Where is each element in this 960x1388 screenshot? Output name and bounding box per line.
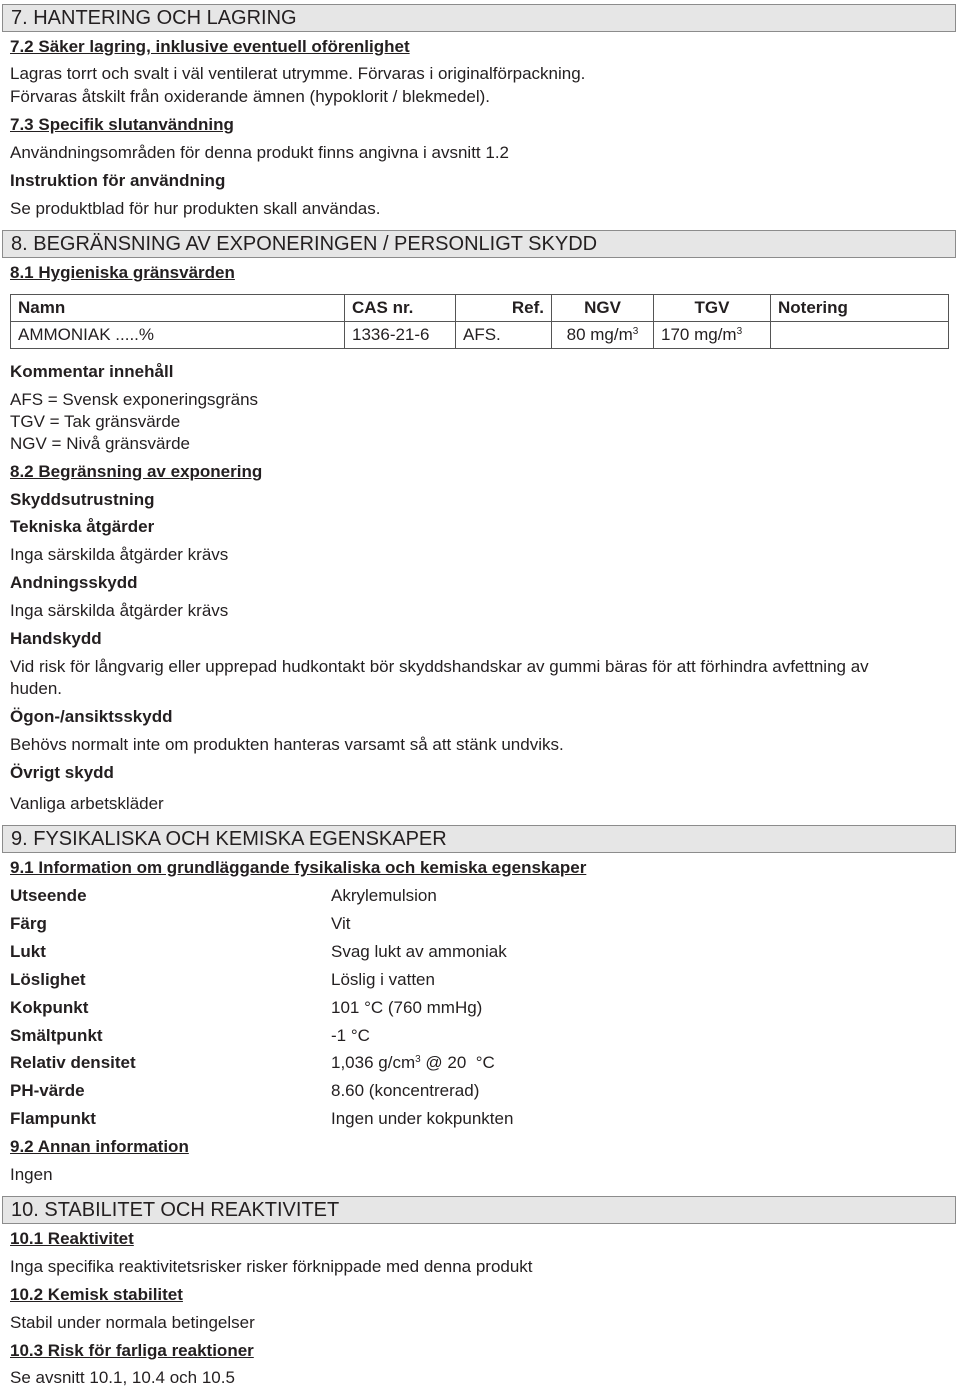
subsection-9-2-heading: 9.2 Annan information: [10, 1137, 189, 1156]
chemical-stability-text: Stabil under normala betingelser: [10, 1313, 255, 1332]
cell-ref: AFS.: [456, 322, 552, 349]
other-information-text: Ingen: [10, 1165, 53, 1184]
subsection-8-2-heading: 8.2 Begränsning av exponering: [10, 462, 263, 481]
col-header-namn: Namn: [11, 295, 345, 322]
density-value-sup: 3: [415, 1054, 421, 1065]
prop-value-relative-density: [331, 1053, 495, 1073]
respiratory-protection-label: Andningsskydd: [10, 573, 138, 592]
density-value-b: @ 20 °C: [420, 1053, 495, 1072]
technical-measures-label: Tekniska åtgärder: [10, 517, 155, 536]
hand-protection-text-line-2: huden.: [10, 679, 62, 698]
storage-text-line-2: Förvaras åtskilt från oxiderande ämnen (hypoklorit / blekmedel).: [10, 87, 490, 106]
technical-measures-text: Inga särskilda åtgärder krävs: [10, 545, 229, 564]
table-row: [11, 322, 949, 349]
hand-protection-label: Handskydd: [10, 629, 102, 648]
cell-namn: AMMONIAK .....%: [11, 322, 345, 349]
other-protection-text: Vanliga arbetskläder: [10, 794, 164, 813]
col-header-notering: Notering: [771, 295, 949, 322]
prop-value-boiling-point: 101 °C (760 mmHg): [331, 998, 483, 1017]
subsection-10-3-heading: 10.3 Risk för farliga reaktioner: [10, 1341, 254, 1360]
cell-ngv-value: 80 mg/m: [566, 325, 633, 344]
subsection-10-2-heading: 10.2 Kemisk stabilitet: [10, 1285, 183, 1304]
hygiene-limits-table: [10, 294, 949, 349]
prop-label-ph: PH-värde: [10, 1081, 85, 1100]
section-10-heading: 10. STABILITET OCH REAKTIVITET: [2, 1196, 956, 1224]
comment-label: Kommentar innehåll: [10, 362, 174, 381]
comment-line-ngv: NGV = Nivå gränsvärde: [10, 434, 190, 453]
prop-value-solubility: Löslig i vatten: [331, 970, 435, 989]
prop-label-odor: Lukt: [10, 942, 46, 961]
storage-text-line-1: Lagras torrt och svalt i väl ventilerat utrymme. Förvaras i originalförpackning.: [10, 64, 586, 83]
prop-label-boiling-point: Kokpunkt: [10, 998, 89, 1017]
cell-ngv: [552, 322, 654, 349]
density-value-a: 1,036 g/cm: [331, 1053, 416, 1072]
prop-value-flash-point: Ingen under kokpunkten: [331, 1109, 514, 1128]
reactivity-text: Inga specifika reaktivitetsrisker risker förknippade med denna produkt: [10, 1257, 533, 1276]
end-use-text: Användningsområden för denna produkt finns angivna i avsnitt 1.2: [10, 143, 509, 162]
subsection-10-1-heading: 10.1 Reaktivitet: [10, 1229, 134, 1248]
cell-notering: [771, 322, 949, 349]
prop-value-ph: 8.60 (koncentrerad): [331, 1081, 480, 1100]
cell-tgv: [654, 322, 771, 349]
subsection-7-3-heading: 7.3 Specifik slutanvändning: [10, 115, 234, 134]
comment-line-tgv: TGV = Tak gränsvärde: [10, 412, 181, 431]
subsection-7-2-heading: 7.2 Säker lagring, inklusive eventuell oförenlighet: [10, 37, 410, 56]
prop-label-solubility: Löslighet: [10, 970, 86, 989]
col-header-tgv: TGV: [654, 295, 771, 322]
hand-protection-text-line-1: Vid risk för långvarig eller upprepad hudkontakt bör skyddshandskar av gummi bäras för att förhindra avfettning av: [10, 657, 869, 676]
instruction-label: Instruktion för användning: [10, 171, 226, 190]
cell-tgv-sup: 3: [736, 326, 743, 337]
subsection-9-1-heading: 9.1 Information om grundläggande fysikaliska och kemiska egenskaper: [10, 858, 587, 877]
prop-label-flash-point: Flampunkt: [10, 1109, 96, 1128]
col-header-cas: CAS nr.: [345, 295, 456, 322]
comment-line-afs: AFS = Svensk exponeringsgräns: [10, 390, 259, 409]
other-protection-label: Övrigt skydd: [10, 763, 114, 782]
prop-label-relative-density: Relativ densitet: [10, 1053, 136, 1072]
prop-label-color: Färg: [10, 914, 47, 933]
section-7-heading: 7. HANTERING OCH LAGRING: [2, 4, 956, 32]
prop-value-odor: Svag lukt av ammoniak: [331, 942, 507, 961]
protective-equipment-label: Skyddsutrustning: [10, 490, 155, 509]
respiratory-protection-text: Inga särskilda åtgärder krävs: [10, 601, 229, 620]
prop-label-melting-point: Smältpunkt: [10, 1026, 103, 1045]
hazardous-reactions-text: Se avsnitt 10.1, 10.4 och 10.5: [10, 1368, 235, 1387]
cell-tgv-value: 170 mg/m: [661, 325, 737, 344]
cell-cas: 1336-21-6: [345, 322, 456, 349]
prop-value-appearance: Akrylemulsion: [331, 886, 437, 905]
section-9-heading: 9. FYSIKALISKA OCH KEMISKA EGENSKAPER: [2, 825, 956, 853]
subsection-8-1-heading: 8.1 Hygieniska gränsvärden: [10, 263, 235, 282]
col-header-ngv: NGV: [552, 295, 654, 322]
prop-value-melting-point: -1 °C: [331, 1026, 370, 1045]
prop-label-appearance: Utseende: [10, 886, 87, 905]
section-8-heading: 8. BEGRÄNSNING AV EXPONERINGEN / PERSONLIGT SKYDD: [2, 230, 956, 258]
cell-ngv-sup: 3: [632, 326, 639, 337]
eye-protection-text: Behövs normalt inte om produkten hanteras varsamt så att stänk undviks.: [10, 735, 564, 754]
col-header-ref: Ref.: [456, 295, 552, 322]
instruction-text: Se produktblad för hur produkten skall användas.: [10, 199, 381, 218]
prop-value-color: Vit: [331, 914, 351, 933]
eye-protection-label: Ögon-/ansiktsskydd: [10, 707, 173, 726]
table-header-row: [11, 295, 949, 322]
